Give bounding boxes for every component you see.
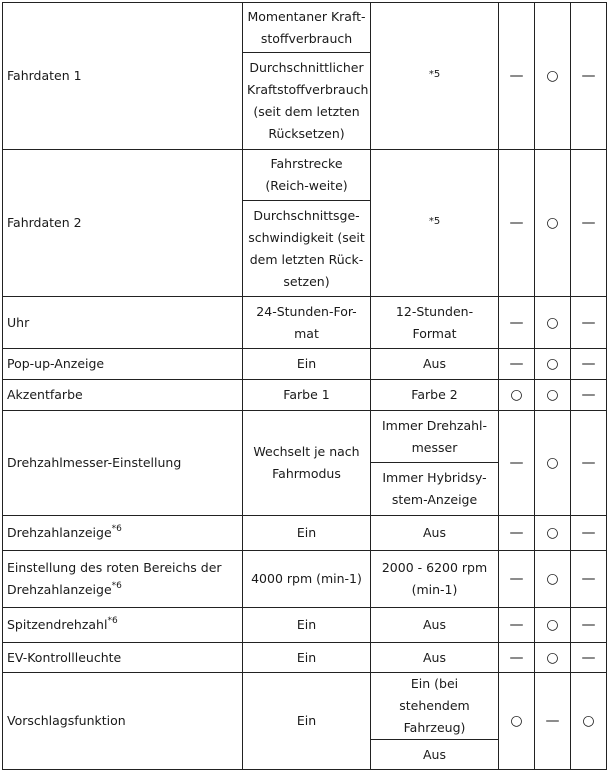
option-value: Aus [371,349,499,380]
mark-cell: ○ [535,643,571,673]
option-value: Durchschnittsge-schwindigkeit (seit dem letzten Rück-setzen) [243,201,371,297]
setting-name: EV-Kontrollleuchte [3,643,243,673]
option-value: Fahrstrecke (Reich-weite) [243,150,371,201]
mark-cell: — [571,411,607,516]
table-row [3,380,607,411]
option-value: 4000 rpm (min-1) [243,551,371,608]
mark-cell: — [571,551,607,608]
mark-cell: ○ [499,673,535,770]
mark-cell: — [571,643,607,673]
mark-cell: — [499,297,535,349]
option-value: Immer Drehzahl-messer [371,411,499,463]
option-value: Ein [243,643,371,673]
mark-cell: — [571,297,607,349]
setting-name: Drehzahlmesser-Einstellung [3,411,243,516]
option-value: Immer Hybridsy-stem-Anzeige [371,463,499,516]
option-value: Aus [371,516,499,551]
option-value: Momentaner Kraft-stoffverbrauch [243,3,371,53]
mark-cell: — [499,411,535,516]
table-row [3,297,607,349]
mark-cell: — [499,150,535,297]
setting-name: Uhr [3,297,243,349]
mark-cell: — [571,3,607,150]
mark-cell: — [499,608,535,643]
mark-cell: — [499,3,535,150]
mark-cell: ○ [571,673,607,770]
mark-cell: ○ [535,349,571,380]
option-value: 2000 - 6200 rpm (min-1) [371,551,499,608]
mark-cell: — [499,516,535,551]
mark-cell: — [571,516,607,551]
table-row [3,673,607,740]
setting-name: Akzentfarbe [3,380,243,411]
setting-name: Fahrdaten 2 [3,150,243,297]
option-value: Ein [243,516,371,551]
mark-cell: ○ [535,380,571,411]
option-value: Aus [371,740,499,770]
option-value: 12-Stunden-Format [371,297,499,349]
mark-cell: — [571,380,607,411]
mark-cell: ○ [535,3,571,150]
option-value: Ein [243,608,371,643]
footnote-ref: *5 [371,150,499,297]
option-value: Aus [371,643,499,673]
mark-cell: — [571,150,607,297]
option-value: Farbe 1 [243,380,371,411]
table-row [3,150,607,201]
mark-cell: ○ [535,150,571,297]
setting-name: Einstellung des roten Bereichs der Drehzahlanzeige$^{*6}$ [3,551,243,608]
table-row [3,551,607,608]
mark-cell: — [571,608,607,643]
mark-cell: — [499,643,535,673]
table-row [3,411,607,463]
table-row [3,516,607,551]
mark-cell: ○ [535,411,571,516]
footnote-ref: *5 [371,3,499,150]
setting-name: Vorschlagsfunktion [3,673,243,770]
option-value: Ein [243,349,371,380]
mark-cell: ○ [499,380,535,411]
mark-cell: ○ [535,516,571,551]
option-value: Wechselt je nach Fahrmodus [243,411,371,516]
mark-cell: ○ [535,297,571,349]
mark-cell: ○ [535,551,571,608]
mark-cell: — [499,551,535,608]
table-row [3,349,607,380]
table-row [3,608,607,643]
option-value: Farbe 2 [371,380,499,411]
setting-name: Pop-up-Anzeige [3,349,243,380]
setting-name: Fahrdaten 1 [3,3,243,150]
option-value: 24-Stunden-For-mat [243,297,371,349]
settings-table [2,2,607,770]
option-value: Ein (bei stehendem Fahrzeug) [371,673,499,740]
setting-name: Spitzendrehzahl$^{*6}$ [3,608,243,643]
option-value: Durchschnittlicher Kraftstoffverbrauch (seit dem letzten Rücksetzen) [243,53,371,150]
table-row [3,643,607,673]
mark-cell: — [571,349,607,380]
option-value: Aus [371,608,499,643]
mark-cell: — [499,349,535,380]
table-row [3,3,607,53]
mark-cell: ○ [535,608,571,643]
mark-cell: — [535,673,571,770]
option-value: Ein [243,673,371,770]
setting-name: Drehzahlanzeige$^{*6}$ [3,516,243,551]
